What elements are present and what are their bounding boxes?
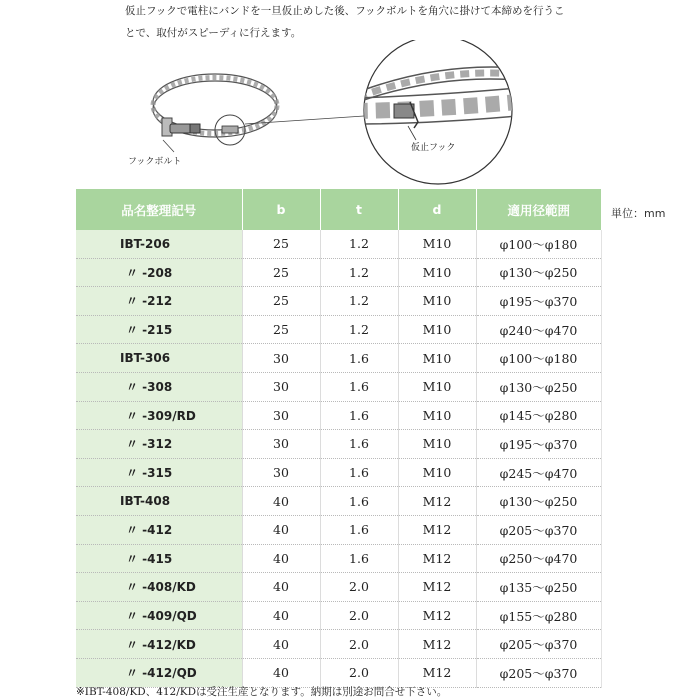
cell-b: 30	[242, 430, 320, 459]
cell-part: IBT-408	[76, 487, 242, 516]
cell-t: 2.0	[320, 573, 398, 602]
cell-b: 40	[242, 601, 320, 630]
cell-d: M10	[398, 315, 476, 344]
table-row	[76, 515, 601, 544]
cell-b: 30	[242, 401, 320, 430]
cell-t: 2.0	[320, 601, 398, 630]
cell-part: 〃 -412/KD	[76, 630, 242, 659]
cell-d: M10	[398, 401, 476, 430]
table-row	[76, 230, 601, 258]
cell-range: φ130～φ250	[476, 372, 601, 401]
zoom-detail-drawing	[354, 40, 513, 184]
cell-t: 1.2	[320, 230, 398, 258]
cell-range: φ240～φ470	[476, 315, 601, 344]
cell-range: φ205～φ370	[476, 658, 601, 687]
table-row	[76, 658, 601, 687]
header-range: 適用径範囲	[476, 189, 601, 230]
cell-b: 25	[242, 258, 320, 287]
table-row	[76, 287, 601, 316]
cell-t: 1.6	[320, 458, 398, 487]
table-row	[76, 315, 601, 344]
cell-part: 〃 -309/RD	[76, 401, 242, 430]
cell-part: 〃 -412	[76, 515, 242, 544]
cell-range: φ130～φ250	[476, 258, 601, 287]
cell-part: 〃 -215	[76, 315, 242, 344]
cell-range: φ100～φ180	[476, 230, 601, 258]
cell-b: 40	[242, 658, 320, 687]
cell-part: 〃 -308	[76, 372, 242, 401]
cell-range: φ100～φ180	[476, 344, 601, 373]
table-row	[76, 544, 601, 573]
cell-part: 〃 -212	[76, 287, 242, 316]
table-row	[76, 344, 601, 373]
cell-t: 1.6	[320, 372, 398, 401]
cell-part: 〃 -412/QD	[76, 658, 242, 687]
header-b: b	[242, 189, 320, 230]
cell-part: 〃 -408/KD	[76, 573, 242, 602]
table-row	[76, 458, 601, 487]
cell-part: 〃 -312	[76, 430, 242, 459]
cell-part: 〃 -315	[76, 458, 242, 487]
cell-t: 1.6	[320, 515, 398, 544]
cell-d: M10	[398, 287, 476, 316]
cell-t: 1.6	[320, 544, 398, 573]
cell-t: 1.2	[320, 315, 398, 344]
cell-part: 〃 -208	[76, 258, 242, 287]
cell-t: 2.0	[320, 658, 398, 687]
header-part-no: 品名整理記号	[76, 189, 242, 230]
band-ring-drawing	[153, 74, 364, 152]
cell-t: 1.6	[320, 430, 398, 459]
table-row	[76, 372, 601, 401]
table-row	[76, 630, 601, 659]
cell-b: 40	[242, 487, 320, 516]
cell-t: 1.2	[320, 258, 398, 287]
cell-t: 1.6	[320, 487, 398, 516]
cell-d: M12	[398, 658, 476, 687]
temporary-hook-label: 仮止フック	[411, 143, 456, 153]
cell-b: 40	[242, 544, 320, 573]
cell-t: 1.6	[320, 344, 398, 373]
intro-text	[125, 0, 575, 44]
table-row	[76, 401, 601, 430]
cell-b: 40	[242, 630, 320, 659]
cell-t: 1.2	[320, 287, 398, 316]
header-t: t	[320, 189, 398, 230]
cell-range: φ155～φ280	[476, 601, 601, 630]
cell-d: M10	[398, 430, 476, 459]
cell-range: φ195～φ370	[476, 430, 601, 459]
table-row	[76, 487, 601, 516]
cell-part: IBT-206	[76, 230, 242, 258]
cell-t: 1.6	[320, 401, 398, 430]
cell-range: φ135～φ250	[476, 573, 601, 602]
cell-d: M10	[398, 458, 476, 487]
cell-range: φ145～φ280	[476, 401, 601, 430]
cell-range: φ245～φ470	[476, 458, 601, 487]
cell-b: 40	[242, 515, 320, 544]
table-row	[76, 258, 601, 287]
cell-d: M12	[398, 630, 476, 659]
cell-range: φ195～φ370	[476, 287, 601, 316]
cell-d: M10	[398, 344, 476, 373]
footnote: ※IBT-408/KD、412/KDは受注生産となります。納期は別途お問合せ下さい。	[76, 686, 448, 698]
cell-range: φ130～φ250	[476, 487, 601, 516]
cell-b: 30	[242, 458, 320, 487]
cell-part: IBT-306	[76, 344, 242, 373]
cell-b: 25	[242, 230, 320, 258]
cell-d: M12	[398, 515, 476, 544]
cell-d: M10	[398, 258, 476, 287]
unit-label: 単位：mm	[611, 207, 666, 220]
cell-b: 25	[242, 315, 320, 344]
table-header-row	[76, 189, 601, 230]
table-row	[76, 601, 601, 630]
intro-line-1: 仮止フックで電柱にバンドを一旦仮止めした後、フックボルトを角穴に掛けて本締めを行うこ	[125, 5, 565, 17]
cell-b: 30	[242, 372, 320, 401]
cell-t: 2.0	[320, 630, 398, 659]
cell-d: M12	[398, 601, 476, 630]
hook-bolt-label: フックボルト	[128, 157, 182, 167]
spec-table	[76, 189, 602, 688]
intro-line-2: とで、取付がスピーディに行えます。	[125, 27, 302, 39]
table-row	[76, 573, 601, 602]
cell-range: φ250～φ470	[476, 544, 601, 573]
table-row	[76, 430, 601, 459]
cell-b: 40	[242, 573, 320, 602]
cell-part: 〃 -415	[76, 544, 242, 573]
cell-b: 30	[242, 344, 320, 373]
cell-d: M12	[398, 544, 476, 573]
cell-d: M12	[398, 573, 476, 602]
cell-range: φ205～φ370	[476, 515, 601, 544]
cell-range: φ205～φ370	[476, 630, 601, 659]
cell-d: M10	[398, 230, 476, 258]
cell-d: M12	[398, 487, 476, 516]
cell-d: M10	[398, 372, 476, 401]
header-d: d	[398, 189, 476, 230]
cell-b: 25	[242, 287, 320, 316]
cell-part: 〃 -409/QD	[76, 601, 242, 630]
